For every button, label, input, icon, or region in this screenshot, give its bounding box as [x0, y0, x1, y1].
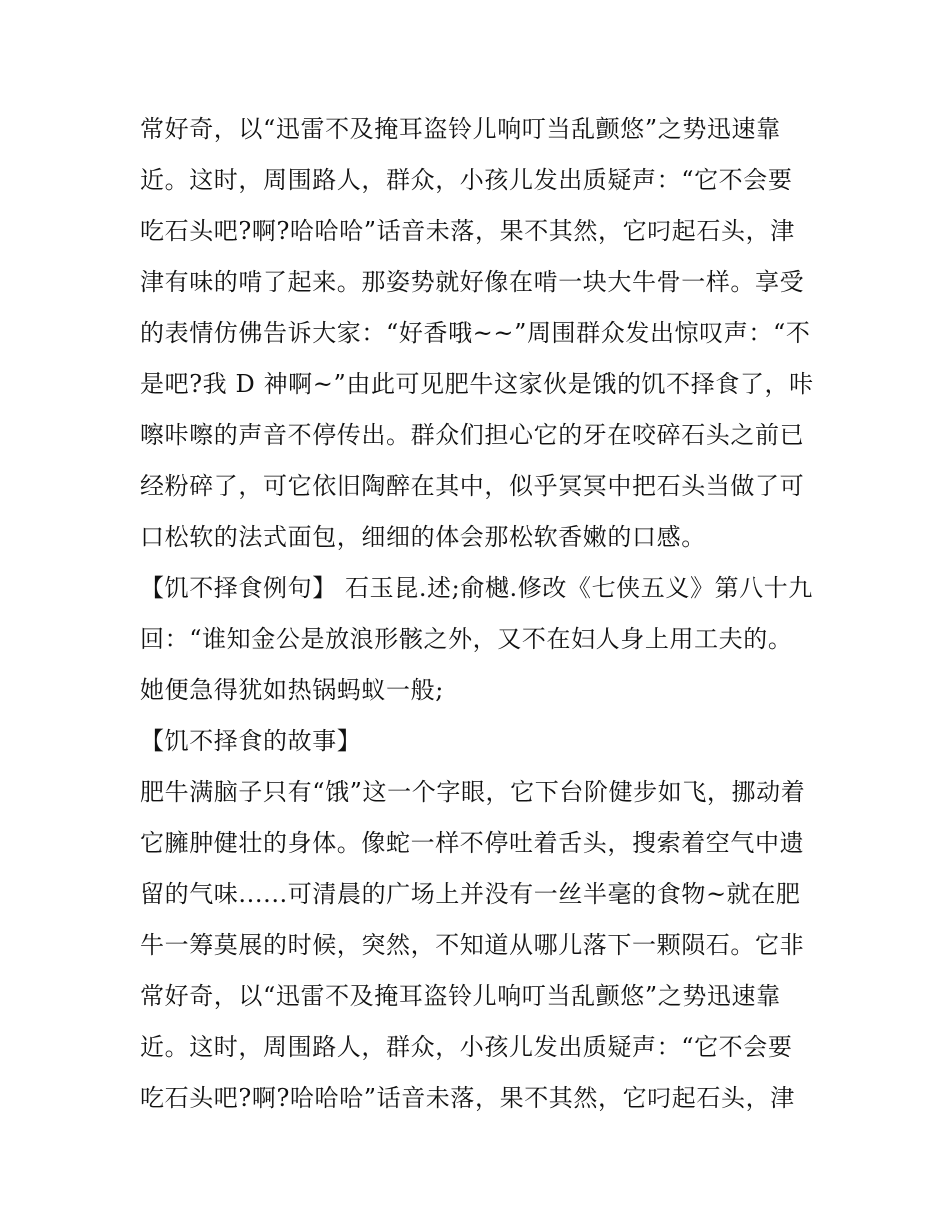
text-line: 吃石头吧?啊?哈哈哈”话音未落，果不其然，它叼起石头，津: [140, 217, 795, 245]
text-line: 嚓咔嚓的声音不停传出。群众们担心它的牙在咬碎石头之前已: [140, 421, 805, 449]
text-line: 常好奇，以“迅雷不及掩耳盗铃儿响叮当乱颤悠”之势迅速靠: [140, 115, 781, 143]
text-line: 它臃肿健壮的身体。像蛇一样不停吐着舌头，搜索着空气中遗: [140, 829, 805, 857]
text-line: 留的气味......可清晨的广场上并没有一丝半毫的食物~就在肥: [140, 880, 801, 908]
text-line: 肥牛满脑子只有“饿”这一个字眼，它下台阶健步如飞，挪动着: [140, 778, 806, 806]
text-line: 的表情仿佛告诉大家：“好香哦~~”周围群众发出惊叹声：“不: [140, 319, 811, 347]
text-line: 回：“谁知金公是放浪形骸之外，又不在妇人身上用工夫的。: [140, 625, 793, 653]
example-heading-line: 【饥不择食例句】 石玉昆.述;俞樾.修改《七侠五义》第八十九: [140, 574, 813, 602]
text-line: 吃石头吧?啊?哈哈哈”话音未落，果不其然，它叼起石头，津: [140, 1084, 795, 1112]
text-line: 口松软的法式面包，细细的体会那松软香嫩的口感。: [140, 523, 706, 551]
text-line: 近。这时，周围路人，群众，小孩儿发出质疑声：“它不会要: [140, 166, 793, 194]
text-line: 津有味的啃了起来。那姿势就好像在啃一块大牛骨一样。享受: [140, 268, 805, 296]
text-line: 近。这时，周围路人，群众，小孩儿发出质疑声：“它不会要: [140, 1033, 793, 1061]
text-line: 常好奇，以“迅雷不及掩耳盗铃儿响叮当乱颤悠”之势迅速靠: [140, 982, 781, 1010]
body-text: [140, 104, 820, 1124]
text-line: 经粉碎了，可它依旧陶醉在其中，似乎冥冥中把石头当做了可: [140, 472, 805, 500]
text-line: 牛一筹莫展的时候，突然，不知道从哪儿落下一颗陨石。它非: [140, 931, 805, 959]
text-line: 是吧?我 D 神啊~”由此可见肥牛这家伙是饿的饥不择食了，咔: [140, 370, 814, 398]
story-heading-line: 【饥不择食的故事】: [140, 727, 362, 755]
text-line: 她便急得犹如热锅蚂蚁一般;: [140, 676, 444, 704]
